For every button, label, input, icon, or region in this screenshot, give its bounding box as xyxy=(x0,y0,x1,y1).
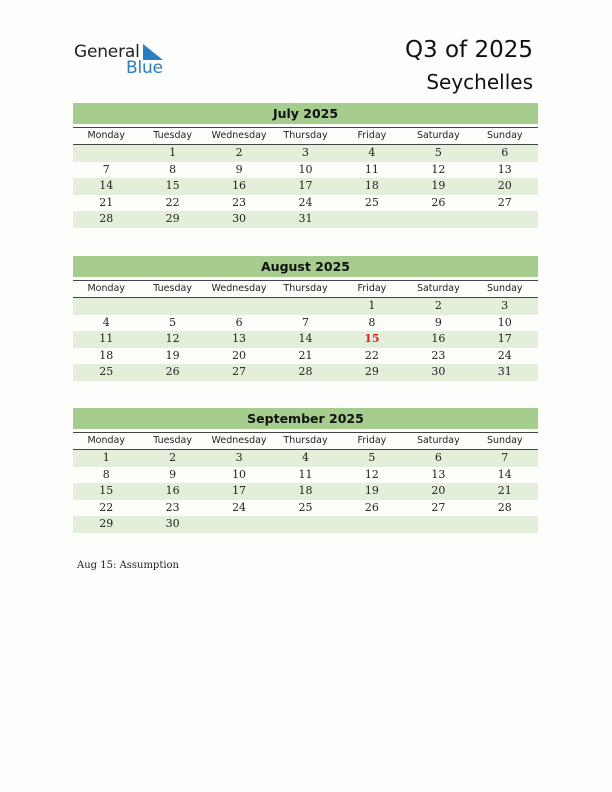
day-cell: 27 xyxy=(497,195,512,209)
empty-day-cell xyxy=(405,516,471,533)
day-cell: 5 xyxy=(368,451,376,464)
day-cell: 21 xyxy=(298,348,313,362)
day-cell: 24 xyxy=(497,348,512,362)
empty-day-cell xyxy=(206,298,272,315)
empty-day-cell xyxy=(139,298,205,315)
day-cell: 24 xyxy=(298,195,313,209)
day-cell: 6 xyxy=(434,451,442,464)
day-cell: 2 xyxy=(434,299,442,312)
weeks xyxy=(73,298,538,381)
weeks xyxy=(73,450,538,533)
day-cell: 8 xyxy=(102,467,110,481)
day-cell: 26 xyxy=(431,195,446,209)
day-cell: 1 xyxy=(102,451,110,464)
page-title: Q3 of 2025 xyxy=(404,37,533,63)
day-cell: 3 xyxy=(235,451,243,464)
day-cell: 3 xyxy=(501,299,509,312)
week-row xyxy=(73,331,538,348)
week-row xyxy=(73,162,538,179)
day-cell: 4 xyxy=(102,315,110,329)
day-cell: 23 xyxy=(165,500,180,514)
day-cell: 6 xyxy=(501,146,509,159)
weekday-label: Saturday xyxy=(405,280,471,298)
day-cell: 31 xyxy=(298,212,313,225)
day-cell: 26 xyxy=(165,365,180,378)
day-cell: 17 xyxy=(232,484,247,497)
week-row xyxy=(73,516,538,533)
day-cell: 18 xyxy=(99,348,114,362)
day-cell: 20 xyxy=(431,484,446,497)
day-cell: 5 xyxy=(434,146,442,159)
week-row xyxy=(73,450,538,467)
logo-text-blue: Blue xyxy=(126,58,163,78)
weekday-label: Sunday xyxy=(472,127,538,145)
empty-day-cell xyxy=(272,516,338,533)
week-row xyxy=(73,315,538,332)
logo xyxy=(74,42,174,78)
logo-text-general: General xyxy=(74,42,140,62)
day-cell: 10 xyxy=(497,315,512,329)
week-row xyxy=(73,364,538,381)
day-cell: 13 xyxy=(431,467,446,481)
day-cell: 16 xyxy=(431,332,446,345)
day-cell: 27 xyxy=(431,500,446,514)
month-calendar-july xyxy=(73,103,538,228)
weeks xyxy=(73,145,538,228)
empty-day-cell xyxy=(405,211,471,228)
weekday-label: Saturday xyxy=(405,127,471,145)
weekday-label: Tuesday xyxy=(139,280,205,298)
day-cell: 22 xyxy=(165,195,180,209)
day-cell: 14 xyxy=(99,179,114,192)
day-cell: 8 xyxy=(169,162,177,176)
day-cell: 10 xyxy=(298,162,313,176)
day-cell: 28 xyxy=(99,212,114,225)
weekday-label: Friday xyxy=(339,280,405,298)
day-cell: 27 xyxy=(232,365,247,378)
day-cell: 21 xyxy=(497,484,512,497)
weekday-label: Monday xyxy=(73,280,139,298)
day-cell: 12 xyxy=(364,467,379,481)
empty-day-cell xyxy=(73,145,139,162)
day-cell: 15 xyxy=(364,332,380,345)
day-cell: 31 xyxy=(497,365,512,378)
week-row xyxy=(73,500,538,517)
day-cell: 19 xyxy=(165,348,180,362)
day-cell: 28 xyxy=(497,500,512,514)
day-cell: 9 xyxy=(235,162,243,176)
month-title: July 2025 xyxy=(73,103,538,124)
day-cell: 25 xyxy=(99,365,114,378)
weekday-label: Friday xyxy=(339,432,405,450)
empty-day-cell xyxy=(472,211,538,228)
day-cell: 19 xyxy=(431,179,446,192)
day-cell: 10 xyxy=(232,467,247,481)
day-cell: 8 xyxy=(368,315,376,329)
day-cell: 20 xyxy=(232,348,247,362)
weekday-label: Wednesday xyxy=(206,127,272,145)
day-cell: 29 xyxy=(165,212,180,225)
day-cell: 21 xyxy=(99,195,114,209)
holiday-note: Aug 15: Assumption xyxy=(77,560,180,571)
day-cell: 4 xyxy=(301,451,309,464)
day-cell: 16 xyxy=(165,484,180,497)
day-cell: 1 xyxy=(169,146,177,159)
day-cell: 28 xyxy=(298,365,313,378)
empty-day-cell xyxy=(472,516,538,533)
day-cell: 9 xyxy=(169,467,177,481)
day-cell: 26 xyxy=(364,500,379,514)
day-cell: 29 xyxy=(364,365,379,378)
weekday-label: Thursday xyxy=(272,280,338,298)
day-cell: 7 xyxy=(102,162,110,176)
day-cell: 11 xyxy=(364,162,379,176)
day-cell: 16 xyxy=(232,179,247,192)
weekday-header-row xyxy=(73,124,538,145)
day-cell: 24 xyxy=(232,500,247,514)
day-cell: 2 xyxy=(169,451,177,464)
day-cell: 11 xyxy=(298,467,313,481)
month-title: August 2025 xyxy=(73,256,538,277)
week-row xyxy=(73,195,538,212)
month-calendar-august xyxy=(73,256,538,381)
day-cell: 18 xyxy=(364,179,379,192)
day-cell: 19 xyxy=(364,484,379,497)
empty-day-cell xyxy=(339,211,405,228)
day-cell: 30 xyxy=(165,517,180,530)
day-cell: 12 xyxy=(165,332,180,345)
weekday-label: Monday xyxy=(73,127,139,145)
weekday-label: Saturday xyxy=(405,432,471,450)
weekday-label: Monday xyxy=(73,432,139,450)
weekday-label: Tuesday xyxy=(139,432,205,450)
week-row xyxy=(73,348,538,365)
week-row xyxy=(73,483,538,500)
day-cell: 1 xyxy=(368,299,376,312)
day-cell: 23 xyxy=(232,195,247,209)
day-cell: 20 xyxy=(497,179,512,192)
country-name: Seychelles xyxy=(426,70,533,94)
weekday-label: Sunday xyxy=(472,432,538,450)
empty-day-cell xyxy=(206,516,272,533)
empty-day-cell xyxy=(339,516,405,533)
day-cell: 15 xyxy=(165,179,180,192)
day-cell: 6 xyxy=(235,315,243,329)
weekday-label: Tuesday xyxy=(139,127,205,145)
day-cell: 14 xyxy=(497,467,512,481)
day-cell: 18 xyxy=(298,484,313,497)
day-cell: 22 xyxy=(99,500,114,514)
day-cell: 30 xyxy=(431,365,446,378)
month-title: September 2025 xyxy=(73,408,538,429)
weekday-header-row xyxy=(73,429,538,450)
day-cell: 12 xyxy=(431,162,446,176)
weekday-label: Friday xyxy=(339,127,405,145)
week-row xyxy=(73,467,538,484)
day-cell: 14 xyxy=(298,332,313,345)
day-cell: 25 xyxy=(364,195,379,209)
day-cell: 13 xyxy=(232,332,247,345)
day-cell: 29 xyxy=(99,517,114,530)
day-cell: 11 xyxy=(99,332,114,345)
week-row xyxy=(73,178,538,195)
day-cell: 13 xyxy=(497,162,512,176)
day-cell: 4 xyxy=(368,146,376,159)
day-cell: 30 xyxy=(232,212,247,225)
day-cell: 15 xyxy=(99,484,114,497)
day-cell: 9 xyxy=(434,315,442,329)
week-row xyxy=(73,145,538,162)
day-cell: 23 xyxy=(431,348,446,362)
day-cell: 7 xyxy=(301,315,309,329)
weekday-header-row xyxy=(73,277,538,298)
weekday-label: Wednesday xyxy=(206,280,272,298)
empty-day-cell xyxy=(73,298,139,315)
day-cell: 25 xyxy=(298,500,313,514)
weekday-label: Wednesday xyxy=(206,432,272,450)
weekday-label: Thursday xyxy=(272,127,338,145)
day-cell: 17 xyxy=(497,332,512,345)
week-row xyxy=(73,298,538,315)
empty-day-cell xyxy=(272,298,338,315)
weekday-label: Sunday xyxy=(472,280,538,298)
day-cell: 3 xyxy=(301,146,309,159)
month-calendar-september xyxy=(73,408,538,533)
day-cell: 17 xyxy=(298,179,313,192)
week-row xyxy=(73,211,538,228)
day-cell: 5 xyxy=(169,315,177,329)
day-cell: 7 xyxy=(501,451,509,464)
day-cell: 22 xyxy=(364,348,379,362)
day-cell: 2 xyxy=(235,146,243,159)
weekday-label: Thursday xyxy=(272,432,338,450)
